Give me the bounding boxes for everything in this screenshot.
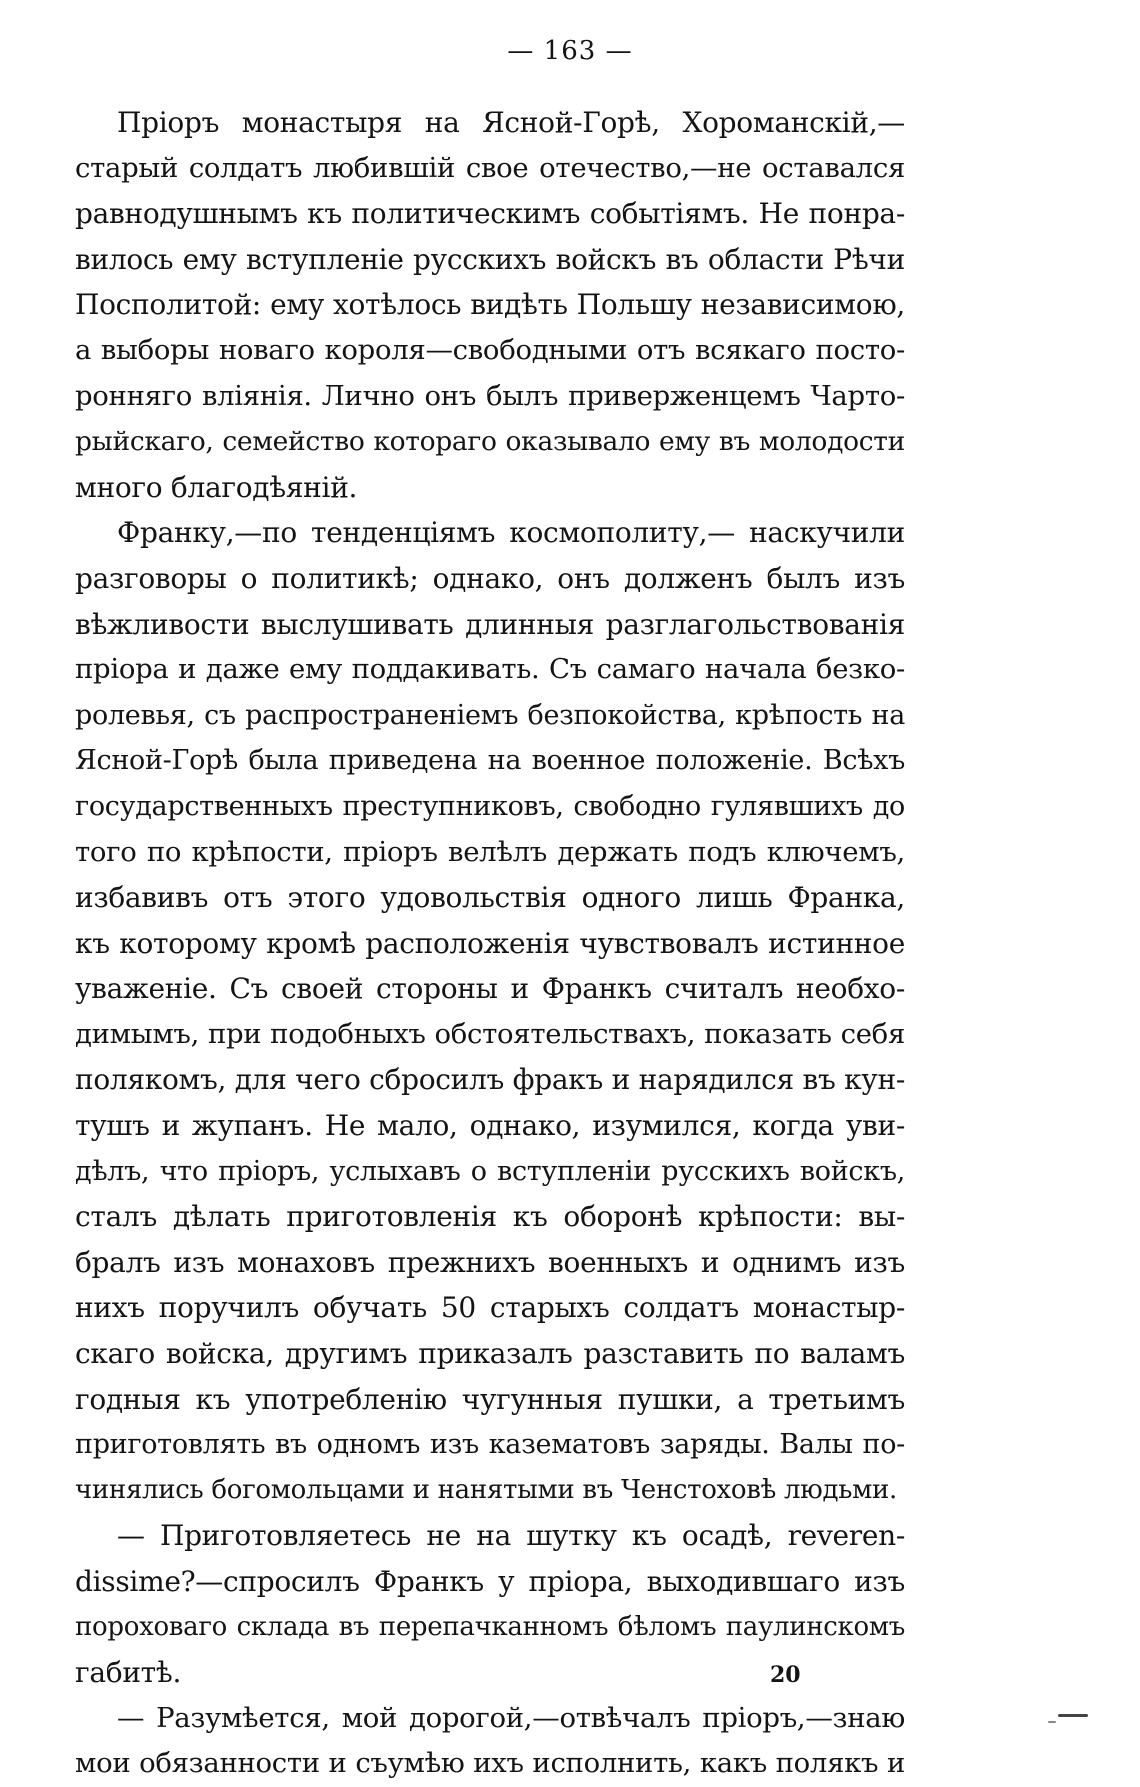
text-line: нихъ поручилъ обучать 50 старыхъ солдатъ монастыр- bbox=[75, 1291, 905, 1325]
text-line: чинялись богомольцами и нанятыми въ Ченстоховѣ людьми. bbox=[75, 1474, 897, 1505]
scan-speck bbox=[1058, 1714, 1088, 1717]
text-line: старый солдатъ любившій свое отечество,—не оставался bbox=[75, 151, 905, 184]
text-line: сталъ дѣлать приготовленія къ оборонѣ крѣпости: вы- bbox=[75, 1200, 905, 1234]
text-line: рыйскаго, семейство котораго оказывало ему въ молодости bbox=[75, 426, 905, 458]
text-line: того по крѣпости, пріоръ велѣлъ держать подъ ключемъ, bbox=[75, 835, 905, 868]
text-line: тушъ и жупанъ. Не мало, однако, изумился, когда уви- bbox=[75, 1109, 905, 1143]
text-line: Ясной-Горѣ была приведена на военное положеніе. Всѣхъ bbox=[75, 745, 905, 777]
text-line: разговоры о политикѣ; однако, онъ долженъ былъ изъ bbox=[75, 561, 905, 595]
text-line: приготовлять въ одномъ изъ казематовъ заряды. Валы по- bbox=[75, 1429, 905, 1461]
text-body bbox=[75, 100, 905, 1787]
text-line: къ которому кромѣ расположенія чувствовалъ истинное bbox=[75, 926, 905, 960]
text-line: — Разумѣется, мой дорогой,—отвѣчалъ пріоръ,—знаю bbox=[117, 1701, 905, 1734]
text-line: габитѣ. bbox=[75, 1656, 182, 1690]
text-line: государственныхъ преступниковъ, свободно гулявшихъ до bbox=[75, 790, 905, 822]
text-line: ролевья, съ распространеніемъ безпокойства, крѣпость на bbox=[75, 699, 905, 731]
signature-mark: 20 bbox=[770, 1662, 801, 1688]
text-line: Посполитой: ему хотѣлось видѣть Польшу независимою, bbox=[75, 288, 905, 322]
text-line: dissime?—спросилъ Франкъ у пріора, выходившаго изъ bbox=[75, 1565, 905, 1598]
text-line: бралъ изъ монаховъ прежнихъ военныхъ и однимъ изъ bbox=[75, 1245, 905, 1279]
text-line: ронняго вліянія. Лично онъ былъ приверженцемъ Чарто- bbox=[75, 379, 905, 412]
text-line: полякомъ, для чего сбросилъ фракъ и нарядился въ кун- bbox=[75, 1063, 905, 1097]
text-line: Франку,—по тенденціямъ космополиту,— наскучили bbox=[117, 516, 905, 550]
text-line: скаго войска, другимъ приказалъ разставить по валамъ bbox=[75, 1337, 905, 1371]
text-line: уваженіе. Съ своей стороны и Франкъ считалъ необхо- bbox=[75, 972, 905, 1006]
text-line: мои обязанности и съумѣю ихъ исполнить, какъ полякъ и bbox=[75, 1747, 905, 1780]
text-line: димымъ, при подобныхъ обстоятельствахъ, показать себя bbox=[75, 1017, 905, 1050]
text-line: пріора и даже ему поддакивать. Съ самаго начала безко- bbox=[75, 653, 905, 686]
text-line: вилось ему вступленіе русскихъ войскъ въ области Рѣчи bbox=[75, 242, 905, 276]
text-line: пороховаго склада въ перепачканномъ бѣломъ паулинскомъ bbox=[75, 1611, 905, 1642]
text-line: дѣлъ, что пріоръ, услыхавъ о вступленіи русскихъ войскъ, bbox=[75, 1155, 905, 1187]
text-line: годныя къ употребленію чугунныя пушки, а третьимъ bbox=[75, 1382, 905, 1416]
text-line: избавивъ отъ этого удовольствія одного лишь Франка, bbox=[75, 881, 905, 915]
page-number: — 163 — bbox=[507, 36, 633, 66]
text-line: равнодушнымъ къ политическимъ событіямъ. Не понра- bbox=[75, 197, 905, 231]
text-line: — Приготовляетесь не на шутку къ осадѣ, reveren- bbox=[117, 1519, 905, 1553]
text-line: Пріоръ монастыря на Ясной-Горѣ, Хороманскій,— bbox=[117, 106, 905, 139]
scan-speck bbox=[1048, 1721, 1056, 1723]
text-line: вѣжливости выслушивать длинныя разглагольствованія bbox=[75, 607, 905, 641]
text-line: а выборы новаго короля—свободными отъ всякаго посто- bbox=[75, 333, 905, 366]
text-line: много благодѣяній. bbox=[75, 470, 358, 504]
